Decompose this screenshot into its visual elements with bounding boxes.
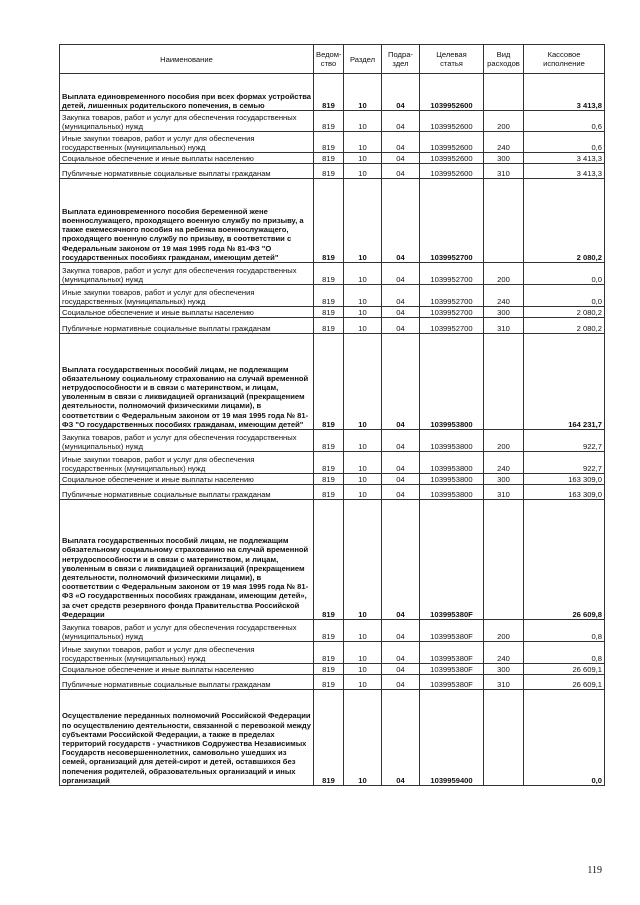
cell-podrazdel: 04 bbox=[382, 474, 420, 485]
cell-ved: 819 bbox=[314, 430, 344, 452]
table-row bbox=[60, 452, 605, 474]
table-row bbox=[60, 307, 605, 318]
cell-vid bbox=[484, 179, 524, 263]
table-row bbox=[60, 500, 605, 620]
cell-name: Иные закупки товаров, работ и услуг для обеспечения государственных (муниципальных) нужд bbox=[60, 285, 314, 307]
table-row bbox=[60, 179, 605, 263]
cell-name: Социальное обеспечение и иные выплаты населению bbox=[60, 153, 314, 164]
cell-podrazdel: 04 bbox=[382, 263, 420, 285]
cell-name: Осуществление переданных полномочий Российской Федерации по осуществлению деятельности, связанной с перевозкой между субъектами Российской Федерации, а также в пределах территорий государств - участников Содружества Независимых Государств несовершеннолетних, самовольно ушедших из семей, организаций для детей-сирот и детей, оставшихся без попечения родителей, образовательных организаций и иных организаций bbox=[60, 690, 314, 786]
table-row bbox=[60, 153, 605, 164]
cell-podrazdel: 04 bbox=[382, 132, 420, 153]
header-podrazdel: Подра- здел bbox=[382, 45, 420, 74]
cell-ved: 819 bbox=[314, 164, 344, 179]
cell-target: 103995380F bbox=[420, 664, 484, 675]
cell-podrazdel: 04 bbox=[382, 318, 420, 334]
table-row bbox=[60, 430, 605, 452]
cell-razdel: 10 bbox=[344, 318, 382, 334]
cell-vid bbox=[484, 690, 524, 786]
cell-podrazdel: 04 bbox=[382, 620, 420, 642]
header-ved: Ведом- ство bbox=[314, 45, 344, 74]
cell-razdel: 10 bbox=[344, 664, 382, 675]
cell-target: 103995380F bbox=[420, 675, 484, 690]
cell-podrazdel: 04 bbox=[382, 74, 420, 111]
cell-vid: 240 bbox=[484, 132, 524, 153]
cell-vid: 310 bbox=[484, 675, 524, 690]
cell-vid bbox=[484, 74, 524, 111]
cell-podrazdel: 04 bbox=[382, 307, 420, 318]
cell-target: 1039952600 bbox=[420, 153, 484, 164]
budget-table bbox=[59, 44, 605, 786]
cell-vid: 240 bbox=[484, 642, 524, 664]
cell-razdel: 10 bbox=[344, 164, 382, 179]
cell-razdel: 10 bbox=[344, 263, 382, 285]
header-kass: Кассовое исполнение bbox=[524, 45, 605, 74]
table-row bbox=[60, 664, 605, 675]
cell-podrazdel: 04 bbox=[382, 111, 420, 132]
cell-razdel: 10 bbox=[344, 334, 382, 430]
cell-vid: 300 bbox=[484, 307, 524, 318]
cell-name: Иные закупки товаров, работ и услуг для обеспечения государственных (муниципальных) нужд bbox=[60, 642, 314, 664]
cell-vid: 310 bbox=[484, 485, 524, 500]
cell-razdel: 10 bbox=[344, 179, 382, 263]
cell-target: 1039952600 bbox=[420, 111, 484, 132]
cell-name: Публичные нормативные социальные выплаты гражданам bbox=[60, 164, 314, 179]
cell-kass: 0,0 bbox=[524, 263, 605, 285]
table-row bbox=[60, 263, 605, 285]
table-row bbox=[60, 690, 605, 786]
cell-name: Закупка товаров, работ и услуг для обеспечения государственных (муниципальных) нужд bbox=[60, 430, 314, 452]
table-row bbox=[60, 642, 605, 664]
cell-target: 1039953800 bbox=[420, 430, 484, 452]
cell-target: 1039952700 bbox=[420, 179, 484, 263]
cell-vid: 310 bbox=[484, 164, 524, 179]
cell-ved: 819 bbox=[314, 690, 344, 786]
cell-razdel: 10 bbox=[344, 285, 382, 307]
cell-podrazdel: 04 bbox=[382, 664, 420, 675]
cell-name: Закупка товаров, работ и услуг для обеспечения государственных (муниципальных) нужд bbox=[60, 620, 314, 642]
cell-podrazdel: 04 bbox=[382, 285, 420, 307]
table-row bbox=[60, 620, 605, 642]
cell-podrazdel: 04 bbox=[382, 452, 420, 474]
cell-ved: 819 bbox=[314, 334, 344, 430]
cell-ved: 819 bbox=[314, 642, 344, 664]
cell-vid: 310 bbox=[484, 318, 524, 334]
header-target: Целевая статья bbox=[420, 45, 484, 74]
cell-target: 1039959400 bbox=[420, 690, 484, 786]
cell-razdel: 10 bbox=[344, 675, 382, 690]
cell-ved: 819 bbox=[314, 664, 344, 675]
cell-name: Социальное обеспечение и иные выплаты населению bbox=[60, 474, 314, 485]
cell-target: 1039952600 bbox=[420, 132, 484, 153]
table-body bbox=[60, 74, 605, 786]
cell-name: Иные закупки товаров, работ и услуг для обеспечения государственных (муниципальных) нужд bbox=[60, 132, 314, 153]
cell-kass: 0,0 bbox=[524, 285, 605, 307]
cell-vid: 240 bbox=[484, 452, 524, 474]
cell-target: 1039952600 bbox=[420, 74, 484, 111]
cell-razdel: 10 bbox=[344, 452, 382, 474]
cell-name: Социальное обеспечение и иные выплаты населению bbox=[60, 307, 314, 318]
cell-name: Закупка товаров, работ и услуг для обеспечения государственных (муниципальных) нужд bbox=[60, 111, 314, 132]
cell-kass: 2 080,2 bbox=[524, 307, 605, 318]
cell-ved: 819 bbox=[314, 285, 344, 307]
cell-ved: 819 bbox=[314, 452, 344, 474]
cell-podrazdel: 04 bbox=[382, 430, 420, 452]
cell-podrazdel: 04 bbox=[382, 642, 420, 664]
cell-kass: 0,0 bbox=[524, 690, 605, 786]
cell-name: Публичные нормативные социальные выплаты гражданам bbox=[60, 318, 314, 334]
cell-kass: 0,6 bbox=[524, 132, 605, 153]
cell-target: 1039953800 bbox=[420, 334, 484, 430]
cell-name: Закупка товаров, работ и услуг для обеспечения государственных (муниципальных) нужд bbox=[60, 263, 314, 285]
cell-target: 103995380F bbox=[420, 620, 484, 642]
cell-kass: 164 231,7 bbox=[524, 334, 605, 430]
cell-razdel: 10 bbox=[344, 307, 382, 318]
table-row bbox=[60, 318, 605, 334]
cell-name: Публичные нормативные социальные выплаты гражданам bbox=[60, 485, 314, 500]
cell-kass: 2 080,2 bbox=[524, 179, 605, 263]
cell-ved: 819 bbox=[314, 474, 344, 485]
page-number: 119 bbox=[587, 865, 602, 876]
header-vid: Вид расходов bbox=[484, 45, 524, 74]
cell-razdel: 10 bbox=[344, 474, 382, 485]
table-row bbox=[60, 74, 605, 111]
cell-kass: 0,8 bbox=[524, 642, 605, 664]
cell-podrazdel: 04 bbox=[382, 153, 420, 164]
cell-razdel: 10 bbox=[344, 500, 382, 620]
cell-name: Выплата государственных пособий лицам, не подлежащим обязательному социальному страхованию на случай временной нетрудоспособности и в связи с материнством, и лицам, уволенным в связи с ликвидацией организаций (прекращением деятельности, полномочий физическими лицами), в соответствии с Федеральным законом от 19 мая 1995 года № 81-ФЗ «О государственных пособиях гражданам, имеющим детей», за счет средств резервного фонда Правительства Российской Федерации bbox=[60, 500, 314, 620]
cell-vid: 200 bbox=[484, 111, 524, 132]
cell-ved: 819 bbox=[314, 111, 344, 132]
cell-kass: 922,7 bbox=[524, 452, 605, 474]
cell-vid: 300 bbox=[484, 153, 524, 164]
cell-vid: 200 bbox=[484, 430, 524, 452]
cell-kass: 922,7 bbox=[524, 430, 605, 452]
table-row bbox=[60, 474, 605, 485]
cell-ved: 819 bbox=[314, 307, 344, 318]
cell-ved: 819 bbox=[314, 620, 344, 642]
cell-name: Социальное обеспечение и иные выплаты населению bbox=[60, 664, 314, 675]
cell-name: Выплата государственных пособий лицам, не подлежащим обязательному социальному страхованию на случай временной нетрудоспособности и в связи с материнством, и лицам, уволенным в связи с ликвидацией организаций (прекращением деятельности, полномочий физическими лицами), в соответствии с Федеральным законом от 19 мая 1995 года № 81-ФЗ "О государственных пособиях гражданам, имеющим детей" bbox=[60, 334, 314, 430]
cell-kass: 3 413,8 bbox=[524, 74, 605, 111]
cell-target: 1039953800 bbox=[420, 452, 484, 474]
table-row bbox=[60, 132, 605, 153]
cell-target: 1039952700 bbox=[420, 318, 484, 334]
cell-razdel: 10 bbox=[344, 111, 382, 132]
cell-vid bbox=[484, 334, 524, 430]
cell-ved: 819 bbox=[314, 132, 344, 153]
table-row bbox=[60, 285, 605, 307]
cell-ved: 819 bbox=[314, 485, 344, 500]
header-name: Наименование bbox=[60, 45, 314, 74]
cell-razdel: 10 bbox=[344, 153, 382, 164]
table-row bbox=[60, 164, 605, 179]
cell-kass: 3 413,3 bbox=[524, 153, 605, 164]
cell-kass: 3 413,3 bbox=[524, 164, 605, 179]
cell-vid: 300 bbox=[484, 474, 524, 485]
cell-kass: 26 609,1 bbox=[524, 664, 605, 675]
cell-ved: 819 bbox=[314, 263, 344, 285]
cell-target: 1039952700 bbox=[420, 263, 484, 285]
cell-target: 103995380F bbox=[420, 642, 484, 664]
cell-name: Иные закупки товаров, работ и услуг для обеспечения государственных (муниципальных) нужд bbox=[60, 452, 314, 474]
cell-target: 1039952700 bbox=[420, 285, 484, 307]
table-row bbox=[60, 485, 605, 500]
cell-podrazdel: 04 bbox=[382, 500, 420, 620]
cell-razdel: 10 bbox=[344, 690, 382, 786]
cell-kass: 26 609,8 bbox=[524, 500, 605, 620]
cell-ved: 819 bbox=[314, 318, 344, 334]
cell-target: 103995380F bbox=[420, 500, 484, 620]
cell-ved: 819 bbox=[314, 74, 344, 111]
table-row bbox=[60, 675, 605, 690]
cell-podrazdel: 04 bbox=[382, 485, 420, 500]
cell-name: Публичные нормативные социальные выплаты гражданам bbox=[60, 675, 314, 690]
cell-razdel: 10 bbox=[344, 74, 382, 111]
cell-podrazdel: 04 bbox=[382, 690, 420, 786]
cell-vid: 200 bbox=[484, 263, 524, 285]
cell-razdel: 10 bbox=[344, 132, 382, 153]
cell-target: 1039953800 bbox=[420, 485, 484, 500]
table-row bbox=[60, 334, 605, 430]
table-header-row bbox=[60, 45, 605, 74]
cell-podrazdel: 04 bbox=[382, 164, 420, 179]
cell-ved: 819 bbox=[314, 500, 344, 620]
cell-podrazdel: 04 bbox=[382, 179, 420, 263]
table-row bbox=[60, 111, 605, 132]
cell-vid: 300 bbox=[484, 664, 524, 675]
cell-kass: 163 309,0 bbox=[524, 485, 605, 500]
cell-razdel: 10 bbox=[344, 485, 382, 500]
cell-kass: 26 609,1 bbox=[524, 675, 605, 690]
cell-kass: 0,8 bbox=[524, 620, 605, 642]
cell-vid bbox=[484, 500, 524, 620]
cell-target: 1039952700 bbox=[420, 307, 484, 318]
cell-kass: 0,6 bbox=[524, 111, 605, 132]
cell-razdel: 10 bbox=[344, 620, 382, 642]
header-razdel: Раздел bbox=[344, 45, 382, 74]
cell-kass: 163 309,0 bbox=[524, 474, 605, 485]
cell-podrazdel: 04 bbox=[382, 334, 420, 430]
cell-ved: 819 bbox=[314, 179, 344, 263]
cell-name: Выплата единовременного пособия беременной жене военнослужащего, проходящего военную службу по призыву, а также ежемесячного пособия на ребенка военнослужащего, проходящего военную службу по призыву, в соответствии с Федеральным законом от 19 мая 1995 года № 81-ФЗ "О государственных пособиях гражданам, имеющим детей" bbox=[60, 179, 314, 263]
cell-kass: 2 080,2 bbox=[524, 318, 605, 334]
cell-podrazdel: 04 bbox=[382, 675, 420, 690]
cell-vid: 200 bbox=[484, 620, 524, 642]
cell-target: 1039952600 bbox=[420, 164, 484, 179]
cell-vid: 240 bbox=[484, 285, 524, 307]
cell-ved: 819 bbox=[314, 675, 344, 690]
cell-razdel: 10 bbox=[344, 642, 382, 664]
cell-target: 1039953800 bbox=[420, 474, 484, 485]
cell-ved: 819 bbox=[314, 153, 344, 164]
cell-razdel: 10 bbox=[344, 430, 382, 452]
cell-name: Выплата единовременного пособия при всех формах устройства детей, лишенных родительского попечения, в семью bbox=[60, 74, 314, 111]
